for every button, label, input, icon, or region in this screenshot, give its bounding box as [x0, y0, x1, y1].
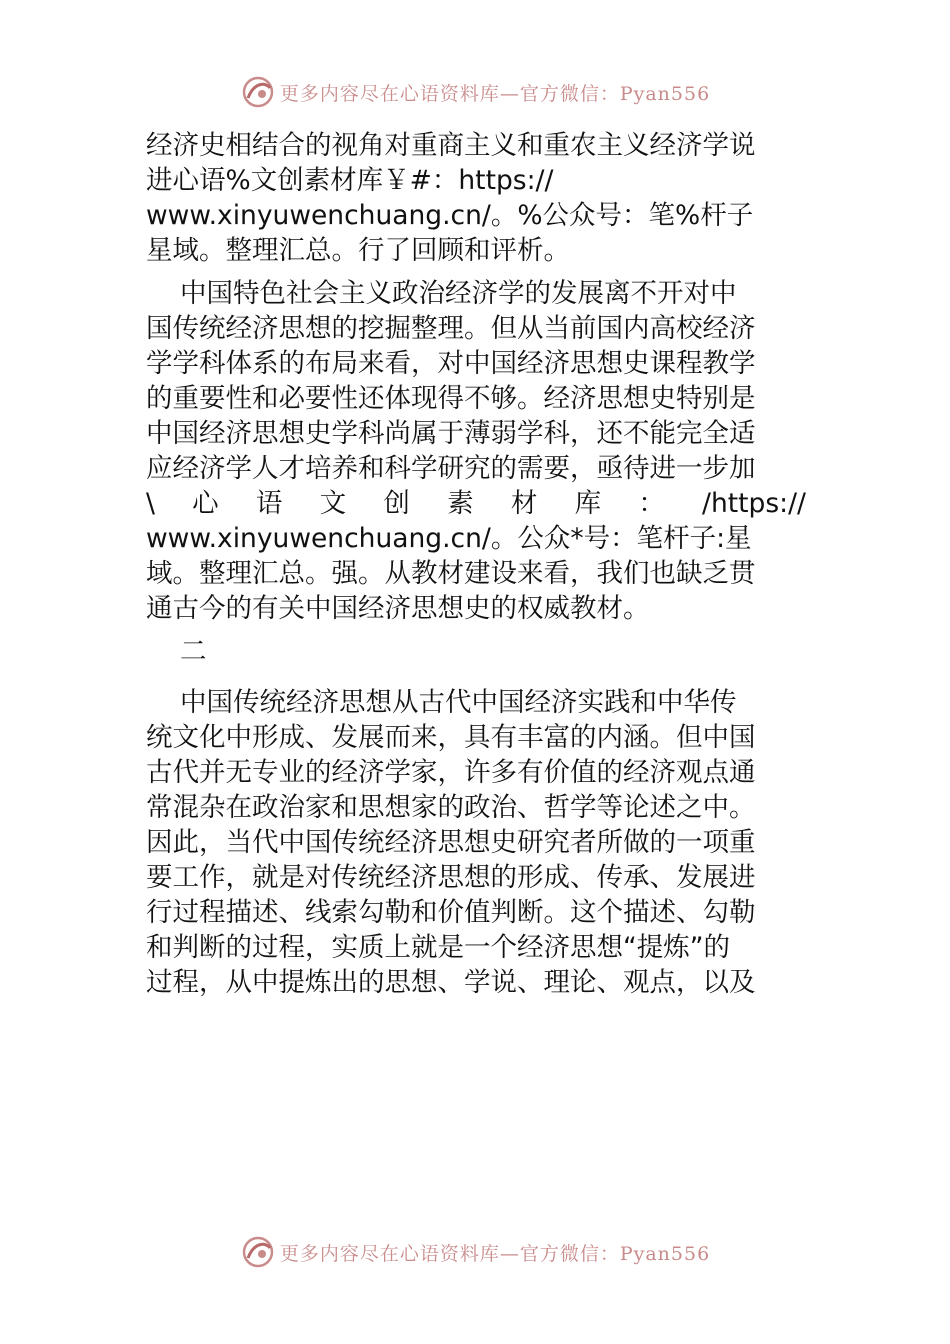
text-line: 国传统经济思想的挖掘整理。但从当前国内高校经济	[146, 313, 756, 344]
document-body	[146, 128, 806, 1008]
text-line: 和判断的过程，实质上就是一个经济思想“提炼”的	[146, 932, 730, 963]
spread-char: 心	[192, 488, 219, 519]
spread-char: 库	[574, 488, 602, 519]
text-line: 过程，从中提炼出的思想、学说、理论、观点，以及	[146, 967, 756, 998]
text-line: www.xinyuwenchuang.cn/。%公众号：笔%杆子	[146, 200, 754, 231]
text-line: 中国经济思想史学科尚属于薄弱学科，还不能完全适	[146, 418, 756, 449]
text-line: 星域。整理汇总。行了回顾和评析。	[146, 235, 570, 266]
spread-text-line	[146, 486, 806, 521]
footer-watermark-text: 更多内容尽在心语资料库—官方微信：Pyan556	[279, 1242, 711, 1265]
header-watermark-text: 更多内容尽在心语资料库—官方微信：Pyan556	[279, 82, 711, 105]
paragraph-1	[146, 128, 806, 268]
text-line: 应经济学人才培养和科学研究的需要，亟待进一步加	[146, 453, 756, 484]
text-line: 古代并无专业的经济学家，许多有价值的经济观点通	[146, 757, 756, 788]
text-line: 要工作，就是对传统经济思想的形成、传承、发展进	[146, 862, 756, 893]
text-line: 因此，当代中国传统经济思想史研究者所做的一项重	[146, 827, 756, 858]
text-line: 统文化中形成、发展而来，具有丰富的内涵。但中国	[146, 722, 756, 753]
text-line: www.xinyuwenchuang.cn/。公众*号：笔杆子:星	[146, 523, 752, 554]
spread-char: 创	[383, 488, 410, 519]
section-heading: 二	[180, 636, 207, 667]
spread-char: /https://	[702, 488, 806, 519]
spread-char: 文	[319, 488, 347, 519]
paragraph-2	[146, 276, 806, 626]
text-line: 域。整理汇总。强。从教材建设来看，我们也缺乏贯	[146, 558, 756, 589]
spread-char: 语	[255, 488, 283, 519]
spread-char: ：	[638, 488, 665, 519]
footer-watermark-banner	[0, 1230, 950, 1274]
text-line: 中国特色社会主义政治经济学的发展离不开对中	[180, 278, 737, 309]
text-line: 学学科体系的布局来看，对中国经济思想史课程教学	[146, 348, 756, 379]
header-watermark-banner	[0, 70, 950, 114]
text-line: 行过程描述、线索勾勒和价值判断。这个描述、勾勒	[146, 897, 756, 928]
brand-logo-icon	[240, 1234, 276, 1270]
text-line: 进心语%文创素材库￥#：https://	[146, 165, 554, 196]
text-line: 中国传统经济思想从古代中国经济实践和中华传	[180, 687, 737, 718]
text-line: 通古今的有关中国经济思想史的权威教材。	[146, 593, 650, 624]
spread-char: 素	[447, 488, 474, 519]
brand-logo-icon	[240, 74, 276, 110]
text-line: 常混杂在政治家和思想家的政治、哲学等论述之中。	[146, 792, 756, 823]
text-line: 的重要性和必要性还体现得不够。经济思想史特别是	[146, 383, 756, 414]
spread-char: \	[146, 488, 155, 519]
spread-char: 材	[510, 488, 538, 519]
text-line: 经济史相结合的视角对重商主义和重农主义经济学说	[146, 130, 756, 161]
paragraph-3	[146, 685, 806, 1000]
